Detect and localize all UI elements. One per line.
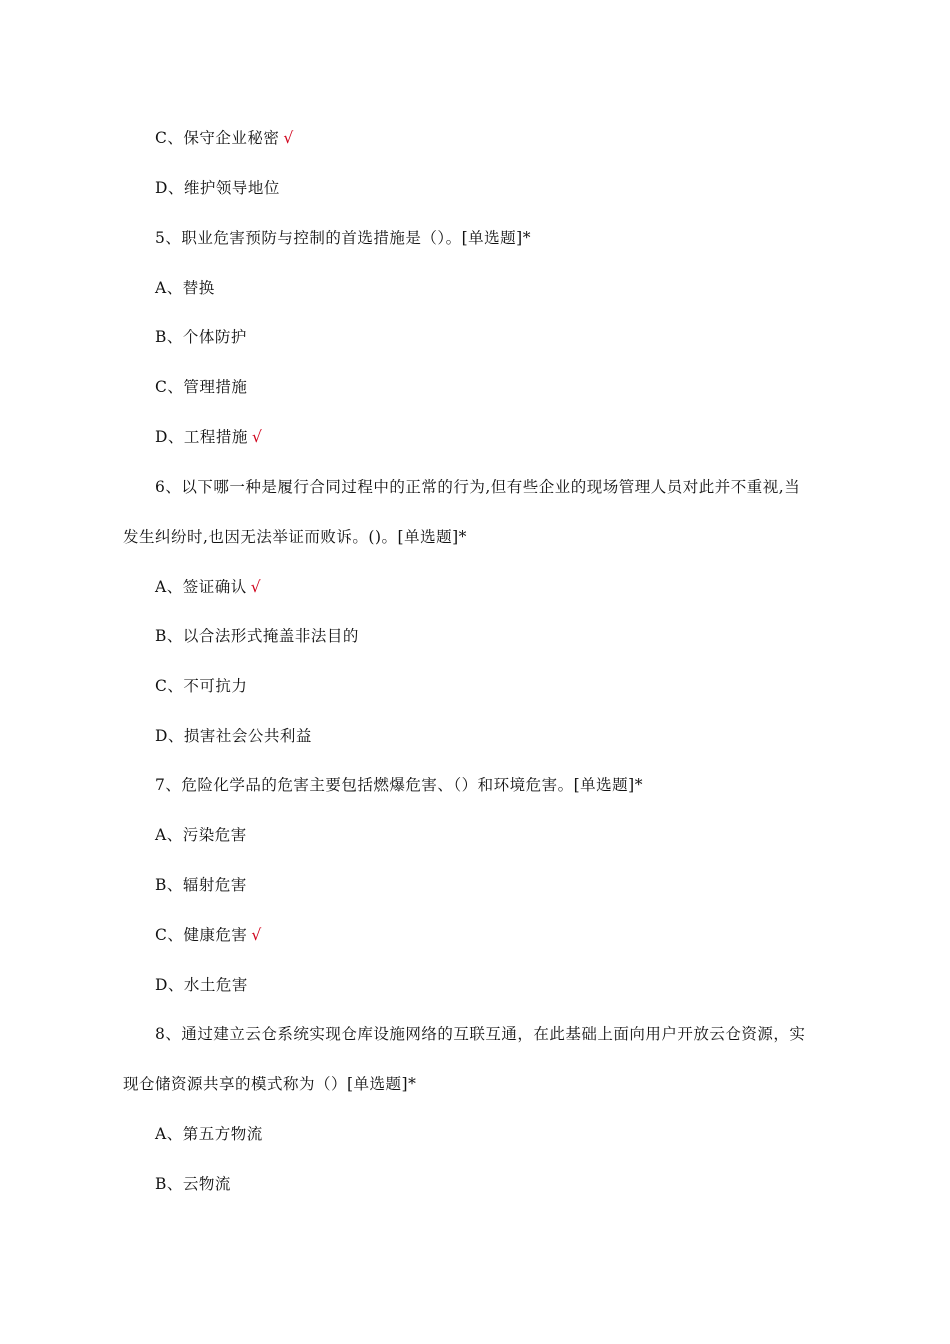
option-c-line	[155, 925, 262, 945]
question-5	[155, 228, 535, 248]
correct-check-icon: √	[251, 926, 262, 944]
option-d-line	[155, 726, 316, 746]
option-c-line	[155, 128, 294, 148]
question-8	[155, 1024, 809, 1044]
option-a-line	[155, 1124, 267, 1144]
option-text: B、以合法形式掩盖非法目的	[155, 627, 359, 645]
correct-check-icon: √	[251, 428, 263, 446]
option-text: A、替换	[155, 279, 215, 297]
option-d-line	[155, 427, 262, 447]
correct-check-icon: √	[250, 578, 262, 596]
option-text: B、云物流	[155, 1175, 231, 1193]
option-text: C、管理措施	[155, 378, 248, 396]
question-text: 发生纠纷时,也因无法举证而败诉。()。[单选题]*	[123, 528, 467, 546]
correct-check-icon: √	[283, 129, 294, 147]
option-text: D、工程措施	[155, 428, 248, 446]
option-c-line	[155, 676, 251, 696]
option-text: B、个体防护	[155, 328, 247, 346]
option-text: C、保守企业秘密	[155, 129, 280, 147]
option-a-line	[155, 278, 219, 298]
option-d-line	[155, 178, 284, 198]
option-text: B、辐射危害	[155, 876, 247, 894]
option-text: D、损害社会公共利益	[155, 727, 312, 745]
option-d-line	[155, 975, 252, 995]
option-b-line	[155, 626, 363, 646]
option-a-line	[155, 825, 251, 845]
option-a-line	[155, 577, 261, 597]
option-b-line	[155, 1174, 235, 1194]
option-text: C、不可抗力	[155, 677, 248, 695]
option-c-line	[155, 377, 251, 397]
option-text: A、签证确认	[155, 578, 247, 596]
option-text: A、第五方物流	[155, 1125, 263, 1143]
option-b-line	[155, 327, 251, 347]
question-6-continued	[123, 527, 471, 547]
option-b-line	[155, 875, 251, 895]
question-text: 现仓储资源共享的模式称为（）[单选题]*	[123, 1075, 417, 1093]
question-8-continued	[123, 1074, 420, 1094]
question-text: 6、以下哪一种是履行合同过程中的正常的行为,但有些企业的现场管理人员对此并不重视,当	[155, 478, 801, 496]
question-text: 7、危险化学品的危害主要包括燃爆危害、（）和环境危害。[单选题]*	[155, 776, 643, 794]
question-7	[155, 775, 647, 795]
question-text: 8、通过建立云仓系统实现仓库设施网络的互联互通，在此基础上面向用户开放云仓资源，实	[155, 1025, 806, 1043]
option-text: D、水土危害	[155, 976, 248, 994]
option-text: C、健康危害	[155, 926, 248, 944]
option-text: A、污染危害	[155, 826, 247, 844]
question-6	[155, 477, 804, 497]
question-text: 5、职业危害预防与控制的首选措施是（）。[单选题]*	[155, 229, 531, 247]
option-text: D、维护领导地位	[155, 179, 280, 197]
